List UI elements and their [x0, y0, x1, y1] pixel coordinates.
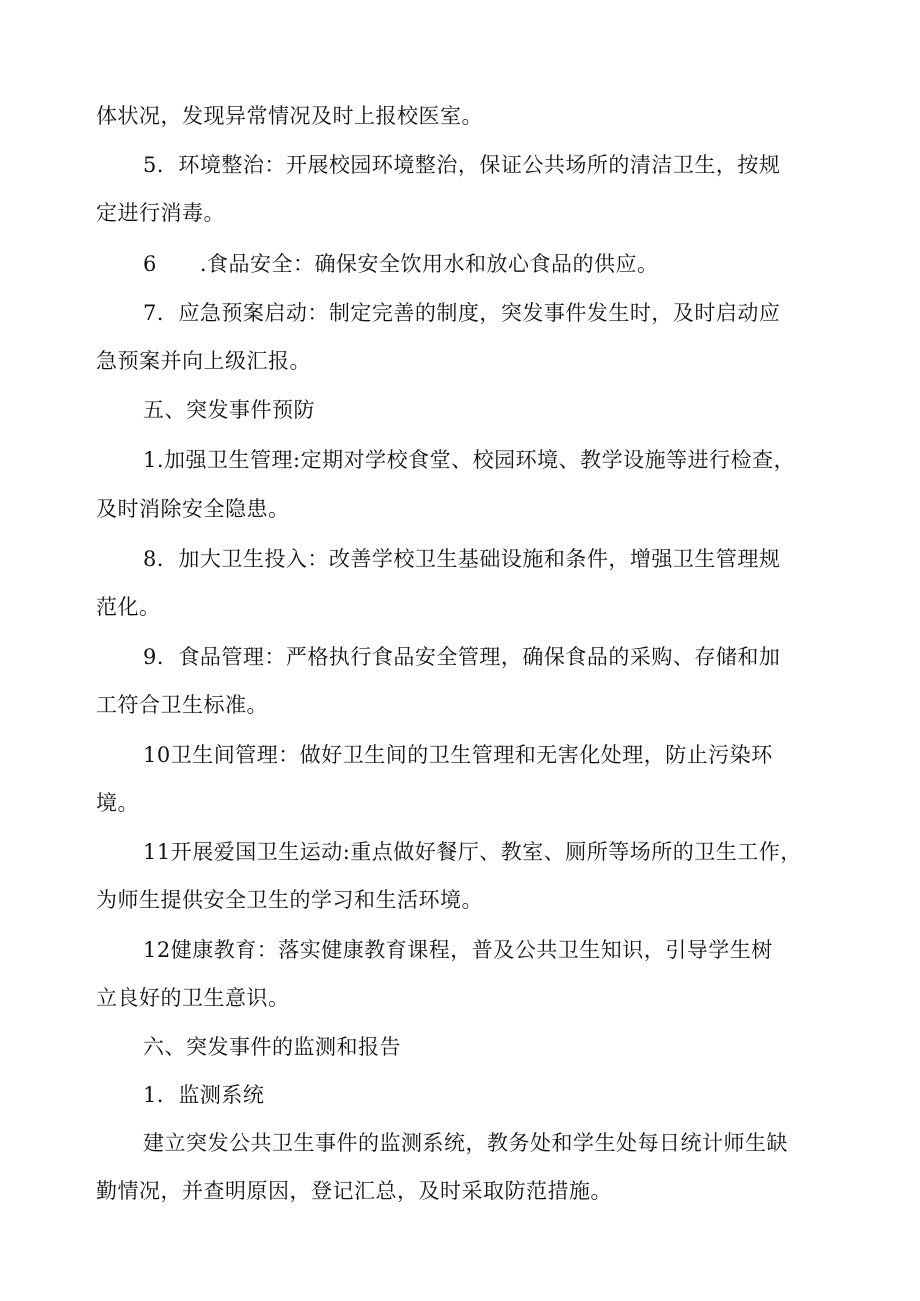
list-item-10-line-1: 10卫生间管理：做好卫生间的卫生管理和无害化处理，防止污染环: [143, 743, 773, 767]
list-item-1-line-2: 及时消除安全隐患。: [96, 497, 290, 521]
paragraph-line: 体状况，发现异常情况及时上报校医室。: [96, 104, 483, 128]
list-item-6: 6 .食品安全：确保安全饮用水和放心食品的供应。: [143, 252, 659, 276]
subsection-heading-1: 1．监测系统: [143, 1083, 265, 1107]
list-item-10-line-2: 境。: [96, 791, 139, 815]
list-item-11-line-2: 为师生提供安全卫生的学习和生活环境。: [96, 888, 483, 912]
section-heading-5: 五、突发事件预防: [143, 398, 315, 422]
list-item-12-line-2: 立良好的卫生意识。: [96, 986, 290, 1010]
list-item-9-line-2: 工符合卫生标准。: [96, 693, 268, 717]
section-heading-6: 六、突发事件的监测和报告: [143, 1035, 401, 1059]
list-item-8-line-1: 8．加大卫生投入：改善学校卫生基础设施和条件，增强卫生管理规: [143, 547, 781, 571]
list-item-8-line-2: 范化。: [96, 595, 161, 619]
paragraph-line-1: 建立突发公共卫生事件的监测系统，教务处和学生处每日统计师生缺: [143, 1131, 788, 1155]
list-item-5-line-1: 5．环境整治：开展校园环境整治，保证公共场所的清洁卫生，按规: [143, 153, 781, 177]
list-item-12-line-1: 12健康教育：落实健康教育课程，普及公共卫生知识，引导学生树: [143, 938, 773, 962]
list-item-7-line-2: 急预案并向上级汇报。: [96, 349, 311, 373]
list-item-11-line-1: 11开展爱国卫生运动:重点做好餐厅、教室、厕所等场所的卫生工作，: [143, 840, 802, 864]
list-item-9-line-1: 9．食品管理：严格执行食品安全管理，确保食品的采购、存储和加: [143, 645, 781, 669]
paragraph-line-2: 勤情况，并查明原因，登记汇总，及时采取防范措施。: [96, 1179, 612, 1203]
list-item-7-line-1: 7．应急预案启动：制定完善的制度，突发事件发生时，及时启动应: [143, 301, 781, 325]
list-item-1-line-1: 1.加强卫生管理:定期对学校食堂、校园环境、教学设施等进行检查，: [143, 448, 796, 472]
list-item-5-line-2: 定进行消毒。: [96, 201, 225, 225]
